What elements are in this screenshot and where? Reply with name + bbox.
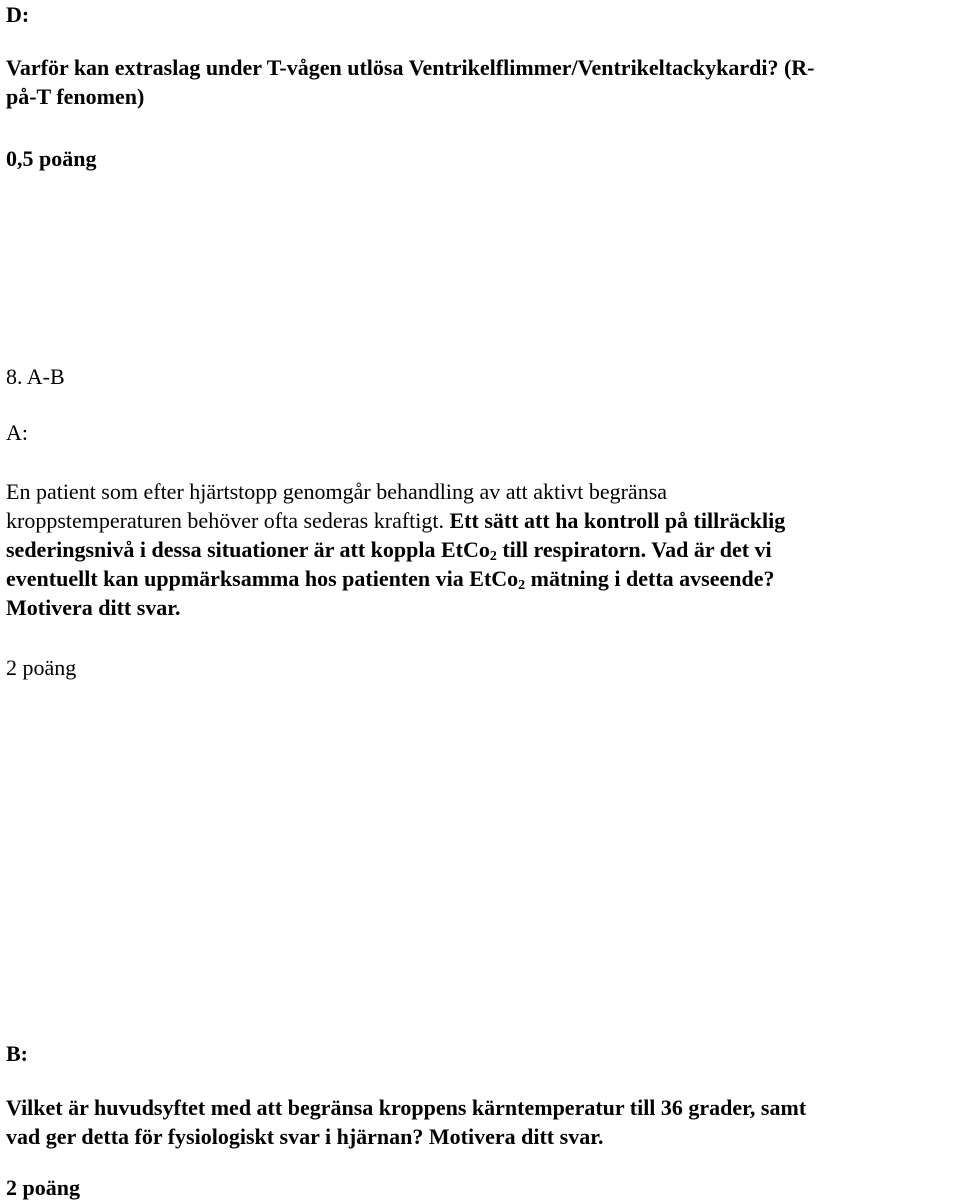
part-b-label: B:	[6, 1041, 28, 1066]
section-d-question	[6, 53, 956, 111]
part-a-line-2-bold-text: Ett sätt att ha kontroll på tillräcklig	[444, 508, 786, 533]
part-b-line-2: vad ger detta för fysiologiskt svar i hjärnan? Motivera ditt svar.	[6, 1124, 604, 1149]
section-d-label: D:	[6, 2, 30, 27]
question-8-heading: 8. A-B	[6, 364, 65, 389]
part-a-points: 2 poäng	[6, 655, 77, 680]
section-d-question-line-2: på-T fenomen)	[6, 84, 145, 109]
part-a-line-4-subscript: 2	[518, 578, 526, 593]
part-a-line-3-post: till respiratorn. Vad är det vi	[496, 537, 772, 562]
part-a-line-4-post: mätning i detta avseende?	[525, 566, 775, 591]
part-a-line-4-pre: eventuellt kan uppmärksamma hos patienten via EtCo	[6, 566, 519, 591]
section-d-question-line-1: Varför kan extraslag under T-vågen utlösa Ventrikelflimmer/Ventrikeltackykardi? (R-	[6, 55, 815, 80]
part-a-line-2	[6, 506, 956, 535]
part-a-line-4	[6, 564, 956, 593]
part-b-line-1: Vilket är huvudsyftet med att begränsa kroppens kärntemperatur till 36 grader, samt	[6, 1095, 807, 1120]
part-a-label: A:	[6, 420, 28, 445]
part-a-line-5: Motivera ditt svar.	[6, 595, 181, 620]
part-a-line-3-subscript: 2	[489, 549, 497, 564]
part-a-question	[6, 477, 956, 622]
part-b-question	[6, 1093, 956, 1151]
part-b-points: 2 poäng	[6, 1175, 80, 1200]
part-a-line-1: En patient som efter hjärtstopp genomgår behandling av att aktivt begränsa	[6, 479, 668, 504]
part-a-line-3-pre: sederingsnivå i dessa situationer är att koppla EtCo	[6, 537, 490, 562]
section-d-points: 0,5 poäng	[6, 146, 97, 171]
part-a-line-3	[6, 535, 956, 564]
part-a-line-2-text: kroppstemperaturen behöver ofta sederas kraftigt.	[6, 508, 444, 533]
